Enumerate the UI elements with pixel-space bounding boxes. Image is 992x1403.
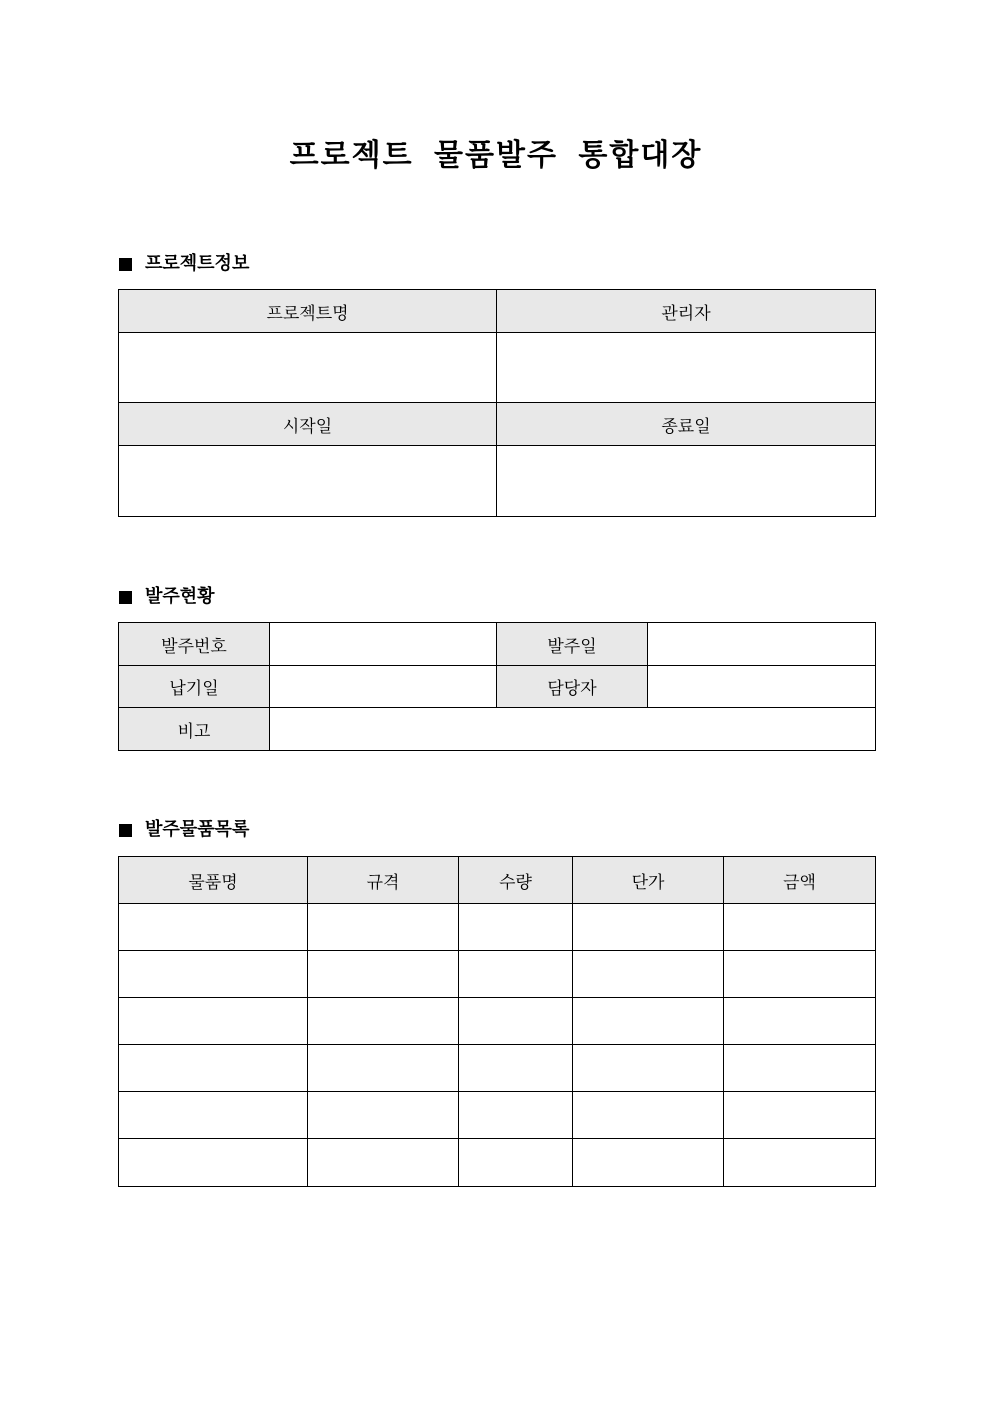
manager-field[interactable] — [497, 333, 876, 403]
quantity-cell[interactable] — [459, 1139, 573, 1187]
quantity-cell[interactable] — [459, 1092, 573, 1139]
item-name-cell[interactable] — [119, 904, 308, 951]
order-status-heading-text: 발주현황 — [145, 586, 215, 607]
start-date-field[interactable] — [119, 446, 497, 517]
person-in-charge-field[interactable] — [648, 666, 876, 708]
order-number-field[interactable] — [270, 623, 497, 666]
start-date-label: 시작일 — [119, 403, 497, 446]
quantity-cell[interactable] — [459, 998, 573, 1045]
table-row — [119, 1045, 876, 1092]
delivery-date-label: 납기일 — [119, 666, 270, 708]
item-name-cell[interactable] — [119, 1139, 308, 1187]
table-row — [119, 904, 876, 951]
end-date-label: 종료일 — [497, 403, 876, 446]
item-name-cell[interactable] — [119, 1092, 308, 1139]
order-items-heading-text: 발주물품목록 — [145, 819, 250, 840]
amount-cell[interactable] — [724, 1045, 876, 1092]
amount-cell[interactable] — [724, 1139, 876, 1187]
order-status-heading — [119, 584, 215, 610]
column-header-unit-price: 단가 — [573, 857, 724, 904]
order-status-table — [118, 622, 876, 751]
amount-cell[interactable] — [724, 998, 876, 1045]
person-in-charge-label: 담당자 — [497, 666, 648, 708]
delivery-date-field[interactable] — [270, 666, 497, 708]
project-name-field[interactable] — [119, 333, 497, 403]
quantity-cell[interactable] — [459, 1045, 573, 1092]
specification-cell[interactable] — [308, 1092, 459, 1139]
specification-cell[interactable] — [308, 951, 459, 998]
specification-cell[interactable] — [308, 1139, 459, 1187]
amount-cell[interactable] — [724, 951, 876, 998]
table-row — [119, 1092, 876, 1139]
table-row — [119, 951, 876, 998]
order-number-label: 발주번호 — [119, 623, 270, 666]
document-title: 프로젝트 물품발주 통합대장 — [289, 138, 703, 173]
column-header-item-name: 물품명 — [119, 857, 308, 904]
amount-cell[interactable] — [724, 904, 876, 951]
end-date-field[interactable] — [497, 446, 876, 517]
table-row — [119, 1139, 876, 1187]
item-name-cell[interactable] — [119, 951, 308, 998]
unit-price-cell[interactable] — [573, 1092, 724, 1139]
unit-price-cell[interactable] — [573, 998, 724, 1045]
unit-price-cell[interactable] — [573, 1045, 724, 1092]
specification-cell[interactable] — [308, 998, 459, 1045]
column-header-specification: 규격 — [308, 857, 459, 904]
column-header-amount: 금액 — [724, 857, 876, 904]
quantity-cell[interactable] — [459, 904, 573, 951]
unit-price-cell[interactable] — [573, 1139, 724, 1187]
order-date-label: 발주일 — [497, 623, 648, 666]
square-bullet-icon — [119, 824, 132, 837]
project-name-label: 프로젝트명 — [119, 290, 497, 333]
order-items-table — [118, 856, 876, 1187]
remarks-field[interactable] — [270, 708, 876, 751]
remarks-label: 비고 — [119, 708, 270, 751]
square-bullet-icon — [119, 591, 132, 604]
specification-cell[interactable] — [308, 1045, 459, 1092]
project-info-table — [118, 289, 876, 517]
item-name-cell[interactable] — [119, 1045, 308, 1092]
square-bullet-icon — [119, 258, 132, 271]
item-name-cell[interactable] — [119, 998, 308, 1045]
specification-cell[interactable] — [308, 904, 459, 951]
order-items-heading — [119, 817, 249, 843]
project-info-heading — [119, 251, 249, 277]
amount-cell[interactable] — [724, 1092, 876, 1139]
table-row — [119, 998, 876, 1045]
order-date-field[interactable] — [648, 623, 876, 666]
unit-price-cell[interactable] — [573, 904, 724, 951]
column-header-quantity: 수량 — [459, 857, 573, 904]
manager-label: 관리자 — [497, 290, 876, 333]
quantity-cell[interactable] — [459, 951, 573, 998]
project-info-heading-text: 프로젝트정보 — [145, 253, 250, 274]
unit-price-cell[interactable] — [573, 951, 724, 998]
